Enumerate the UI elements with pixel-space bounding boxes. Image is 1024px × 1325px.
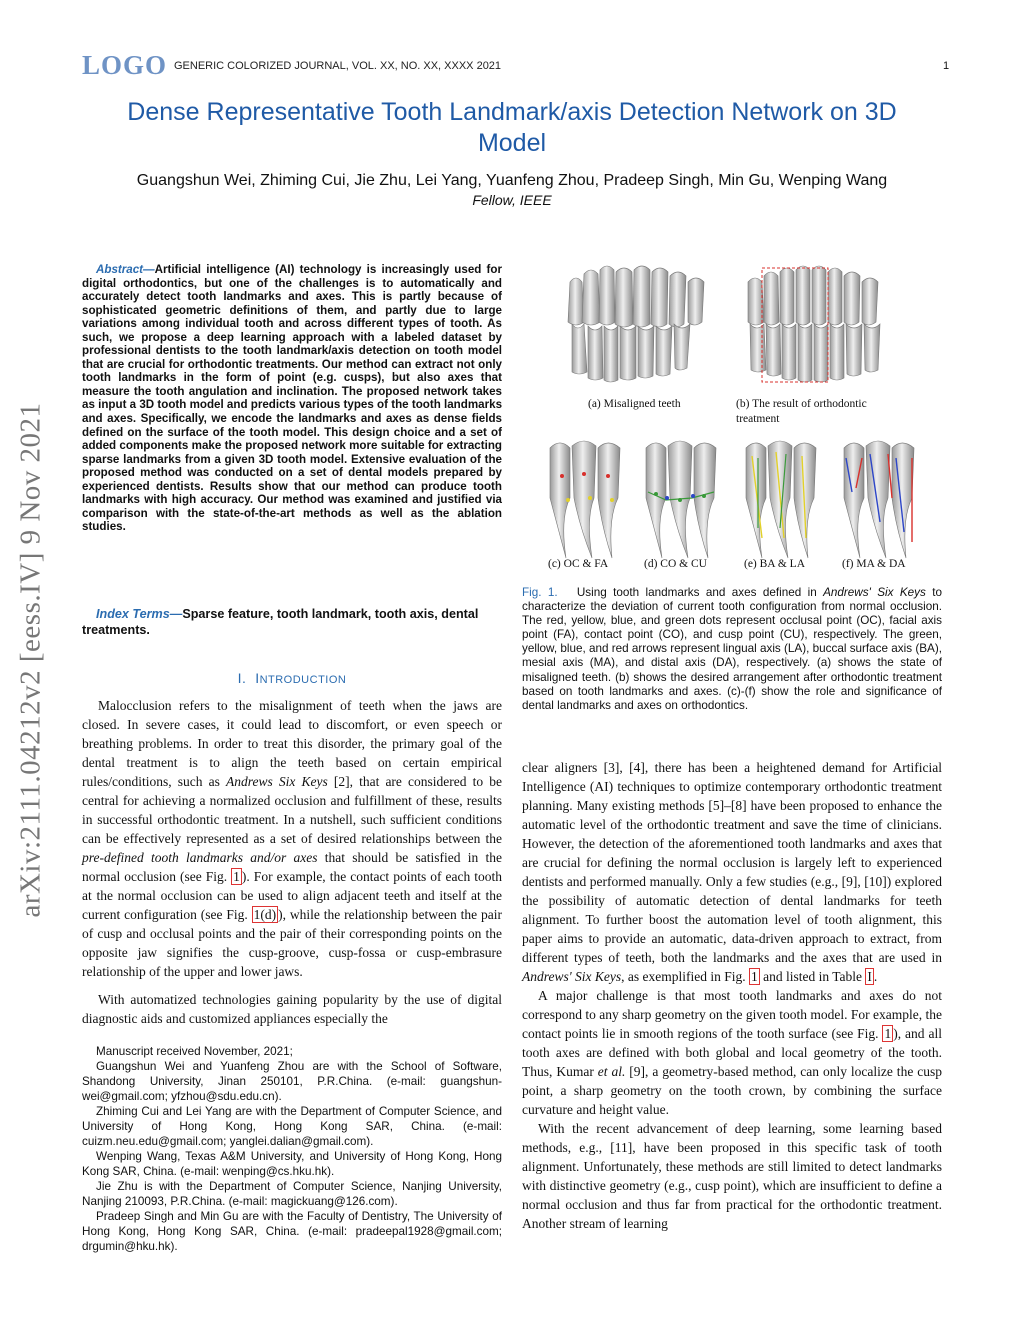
arxiv-stamp-text: arXiv:2111.04212v2 [eess.IV] 9 Nov 2021 — [14, 402, 47, 918]
footnote: Zhiming Cui and Lei Yang are with the Department of Computer Science, and University of Hong Kong, Hong Kong SAR, China. (e-mail: cuizm.neu.edu@gmail.com; yanglei.dalian@gmail.com). — [82, 1105, 502, 1148]
subcaption-e: (e) BA & LA — [744, 558, 806, 570]
intro-paragraph-1 — [82, 696, 502, 981]
cusp-point — [654, 492, 658, 496]
section-title-initial: I — [255, 670, 260, 686]
figure-link[interactable]: 1(d) — [253, 907, 277, 922]
text-run: [9], a geometry-based method, can only localize the cusp point, a sharp geometry on the tooth crown, by combining the surface curvature and height value. — [522, 1064, 942, 1117]
panel-c-oc-fa — [550, 441, 620, 558]
intro-paragraph-2: With automatized technologies gaining popularity by the use of digital diagnostic aids and customized appliances especially the — [82, 992, 502, 1026]
occlusal-point — [582, 472, 586, 476]
footnote: Jie Zhu is with the Department of Computer Science, Nanjing University, Nanjing 210093, P.R.China. (e-mail: magickuang@126.com). — [82, 1180, 502, 1208]
panel-a-misaligned-teeth — [568, 266, 704, 382]
text-run: that should be satisfied in the normal occlusion (see Fig. — [82, 850, 503, 884]
footnote: Guangshun Wei and Yuanfeng Zhou are with the School of Software, Shandong University, Jinan 250101, P.R.China. (e-mail: guangshun-wei@gmail.com; yfzhou@sdu.edu.cn). — [82, 1060, 502, 1103]
text-run: ), and all tooth axes are defined with both global and local geometry of the tooth. Thus, Kumar — [522, 1026, 942, 1079]
index-terms-label: Index Terms— — [96, 607, 183, 621]
figure-1 — [540, 262, 950, 582]
text-run: Using tooth landmarks and axes defined in — [576, 586, 824, 599]
text-run: ). For example, the contact points of each tooth at the normal occlusion can be used to align adjacent teeth and itself at the current configuration (see Fig. — [82, 869, 502, 922]
facial-axis-point — [610, 498, 614, 502]
figure-link[interactable]: 1 — [884, 1026, 892, 1041]
right-column-text — [522, 758, 942, 1233]
contact-point — [665, 496, 669, 500]
index-terms-text: Sparse feature, tooth landmark, tooth axis, dental treatments. — [82, 607, 479, 637]
page-number: 1 — [943, 60, 950, 72]
text-run: A major challenge is that most tooth landmarks and axes do not correspond to any sharp geometry on the given tooth model. For example, the contact points lie in smooth regions of the tooth surface (see Fig. — [522, 988, 942, 1041]
journal-header: GENERIC COLORIZED JOURNAL, VOL. XX, NO. XX, XXXX 2021 — [174, 60, 502, 72]
contact-point — [691, 494, 695, 498]
text-run: , as exemplified in Fig. — [621, 969, 749, 984]
section-number: I. — [237, 670, 247, 686]
cusp-point — [702, 494, 706, 498]
text-run: and listed in Table — [759, 969, 866, 984]
footnote: Wenping Wang, Texas A&M University, and University of Hong Kong, Hong Kong SAR, China. (e-mail: wenping@cs.hku.hk). — [82, 1150, 502, 1178]
text-emphasis: Andrews' Six Keys — [522, 969, 622, 984]
subcaption-c: (c) OC & FA — [548, 558, 609, 570]
subcaption-f: (f) MA & DA — [842, 558, 906, 570]
text-run: clear aligners [3], [4], there has been a heightened demand for Artificial Intelligence (AI) techniques to optimize contemporary orthodontic treatment planning. Many existing methods [5]–[8] have been proposed to enhance the automatic level of the orthodontic treatment and save the time of clinicians. However, the detection of the aforementioned tooth landmarks and axes that are crucial for defining the normal occlusion is largely left to experienced dentists and performed manually. Only a few studies (e.g., [9], [10]) explored the possibility of automatic detection of dental landmarks for teeth alignment. To further boost the automation level of tooth alignment, this paper aims to provide an automatic, data-driven approach to extract, from different types of teeth, both the landmarks and the axes that are used in — [522, 760, 942, 965]
panel-d-co-cu — [646, 441, 716, 558]
facial-axis-point — [566, 498, 570, 502]
figure-link[interactable]: 1 — [750, 969, 758, 984]
paper-title: Dense Representative Tooth Landmark/axis Detection Network on 3D Model — [127, 98, 897, 157]
footnote: Manuscript received November, 2021; — [96, 1045, 293, 1058]
body-paragraph — [522, 986, 942, 1119]
text-emphasis: Andrews' Six Keys — [823, 586, 926, 599]
text-emphasis: Andrews Six Keys — [225, 774, 328, 789]
occlusal-point — [606, 474, 610, 478]
occlusal-point — [560, 474, 564, 478]
text-run: [2], that are considered to be central for achieving a normalized occlusion and fulfillment of these, results in successful orthodontic treatment. In a nutshell, such sufficient conditions can be effectively represented as a set of desired relationships between the — [82, 774, 503, 846]
abstract-text: Artificial intelligence (AI) technology is increasingly used for digital orthodontics, but one of the challenges is to automatically and accurately detect tooth landmarks and axes. This is partly because of sophisticated geometric definitions of them, and partly due to large variations among individual tooth and across different types of tooth. As such, we propose a deep learning approach with a labeled dataset by professional dentists to the tooth landmark/axis detection on tooth model that are crucial for orthodontic treatments. Our method can extract not only tooth landmarks in the form of point (e.g. cusps), but also axes that measure the tooth angulation and inclination. The proposed network takes as input a 3D tooth model and predicts various types of the tooth landmarks and axes. Specifically, we encode the landmarks and axes as dense fields defined on the surface of the tooth model. This design choice and a set of added components make the proposed network more suitable for extracting sparse landmarks from a given 3D tooth model. Extensive evaluation of the proposed method was conducted on a set of dental models prepared by experienced dentists. Results show that our method can produce tooth landmarks with high accuracy. Our method was examined and justified via comparison with the state-of-the-art methods as well as the ablation studies. — [82, 263, 503, 534]
figure-1-caption — [522, 586, 942, 713]
cusp-point — [678, 498, 682, 502]
abstract-label: Abstract— — [96, 263, 155, 276]
subcaption-b-line1: (b) The result of orthodontic — [736, 398, 867, 410]
subcaption-a: (a) Misaligned teeth — [588, 398, 681, 410]
index-terms — [82, 607, 502, 638]
table-link[interactable]: I — [867, 969, 872, 984]
footnote: Pradeep Singh and Min Gu are with the Faculty of Dentistry, The University of Hong Kong, Hong Kong SAR, China. (e-mail: pradeepal1928@gmail.com; drgumin@hku.hk). — [82, 1210, 502, 1253]
text-run: ), while the relationship between the pair of cusp and occlusal points and the pair of their corresponding points on the opposite jaw signifies the cusp-groove, cusp-fossa or cusp-embrasure relationship of the upper and lower jaws. — [82, 907, 502, 979]
author-suffix: Fellow, IEEE — [472, 192, 552, 208]
footnotes — [82, 1044, 502, 1254]
section-heading-introduction — [82, 670, 502, 686]
abstract — [82, 263, 502, 534]
facial-axis-point — [588, 496, 592, 500]
text-run: Malocclusion refers to the misalignment of teeth when the jaws are closed. In severe cases, it could lead to discomfort, or even speech or breathing problems. In order to treat this disorder, the primary goal of the dental treatment is to align the teeth based on certain empirical rules/conditions, such as — [82, 698, 502, 789]
body-paragraph — [522, 758, 942, 986]
text-emphasis: et al. — [597, 1064, 626, 1079]
subcaption-b-line2: treatment — [736, 413, 780, 425]
text-run: to characterize the deviation of current tooth configuration from normal occlusion. The red, yellow, blue, and green dots represent occlusal point (OC), facial axis point (FA), contact point (CO), and cusp point (CU), respectively. The green, yellow, blue, and red arrows represent lingual axis (LA), buccal surface axis (BA), mesial axis (MA), and distal axis (DA), respectively. (a) shows the state of misaligned teeth. (b) shows the desired arrangement after orthodontic treatment based on tooth landmarks and axes. (c)-(f) show the role and significance of dental landmarks and axes on orthodontics. — [522, 586, 942, 712]
body-paragraph: With the recent advancement of deep learning, some learning based methods, e.g., [11], have been proposed in this specific task of tooth alignment. Unfortunately, these methods are still limited to detect landmarks with distinctive geometry (e.g., cusp point), which are insufficient to define a normal occlusion and thus far from practical for the orthodontic treatment. Another stream of learning — [522, 1121, 942, 1231]
author-list: Guangshun Wei, Zhiming Cui, Jie Zhu, Lei Yang, Yuanfeng Zhou, Pradeep Singh, Min Gu, Wenping Wang — [136, 172, 888, 189]
panel-b-aligned-teeth — [748, 266, 880, 382]
subcaption-d: (d) CO & CU — [644, 558, 707, 570]
panel-f-ma-da — [844, 441, 914, 558]
journal-logo: LOGO — [82, 50, 168, 80]
panel-e-ba-la — [746, 441, 816, 558]
figure-caption-label: Fig. 1. — [522, 586, 558, 599]
text-run: . — [873, 969, 878, 984]
figure-link[interactable]: 1 — [233, 869, 240, 884]
arxiv-stamp — [0, 360, 62, 960]
text-emphasis: pre-defined tooth landmarks and/or axes — [82, 850, 318, 865]
section-title-rest: NTRODUCTION — [259, 674, 347, 686]
